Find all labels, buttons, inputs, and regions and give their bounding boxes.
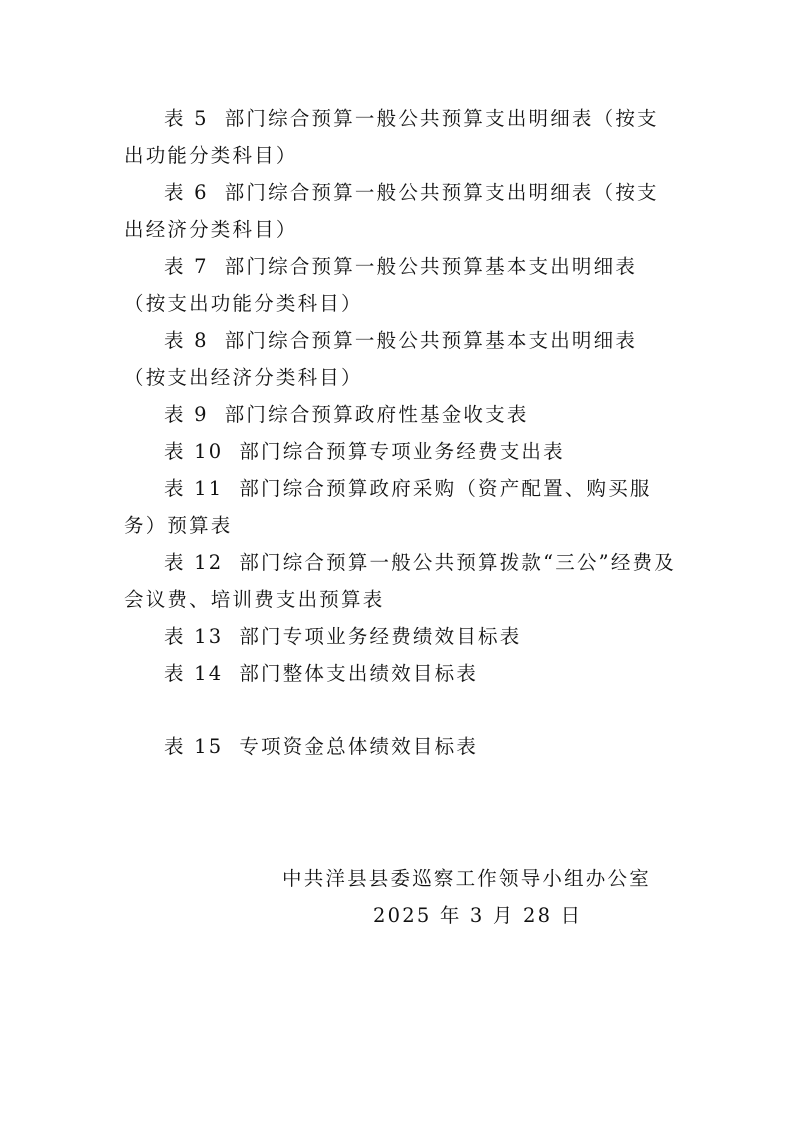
item-number: 表 10 xyxy=(164,440,224,463)
list-item xyxy=(124,728,676,765)
item-title: 部门综合预算一般公共预算基本支出明细表（按支出功能分类科目） xyxy=(124,255,638,315)
item-number: 表 6 xyxy=(164,181,209,204)
list-item xyxy=(124,396,676,433)
item-number: 表 8 xyxy=(164,329,209,352)
item-number: 表 7 xyxy=(164,255,209,278)
list-item xyxy=(124,322,676,396)
item-title: 部门专项业务经费绩效目标表 xyxy=(239,625,522,648)
list-item xyxy=(124,655,676,692)
item-title: 部门综合预算政府性基金收支表 xyxy=(224,403,529,426)
item-title: 部门综合预算一般公共预算基本支出明细表（按支出经济分类科目） xyxy=(124,329,638,389)
list-item xyxy=(124,433,676,470)
item-title: 专项资金总体绩效目标表 xyxy=(239,735,479,758)
list-item xyxy=(124,470,676,544)
item-number: 表 13 xyxy=(164,625,224,648)
signature-org: 中共洋县县委巡察工作领导小组办公室 xyxy=(282,867,651,890)
item-title: 部门综合预算政府采购（资产配置、购买服务）预算表 xyxy=(124,477,652,537)
item-number: 表 14 xyxy=(164,662,224,685)
item-title: 部门综合预算一般公共预算拨款“三公”经费及会议费、培训费支出预算表 xyxy=(124,551,676,611)
signature-date: 2025 年 3 月 28 日 xyxy=(373,904,583,927)
list-item xyxy=(124,100,676,174)
list-item xyxy=(124,174,676,248)
item-title: 部门综合预算专项业务经费支出表 xyxy=(239,440,565,463)
item-title: 部门综合预算一般公共预算支出明细表（按支出功能分类科目） xyxy=(124,107,659,167)
item-number: 表 9 xyxy=(164,403,209,426)
item-title: 部门整体支出绩效目标表 xyxy=(239,662,479,685)
item-title: 部门综合预算一般公共预算支出明细表（按支出经济分类科目） xyxy=(124,181,659,241)
list-item xyxy=(124,248,676,322)
item-number: 表 11 xyxy=(164,477,224,500)
table-list xyxy=(124,100,676,765)
item-number: 表 12 xyxy=(164,551,224,574)
list-item xyxy=(124,544,676,618)
list-item xyxy=(124,618,676,655)
item-number: 表 5 xyxy=(164,107,209,130)
item-number: 表 15 xyxy=(164,735,224,758)
